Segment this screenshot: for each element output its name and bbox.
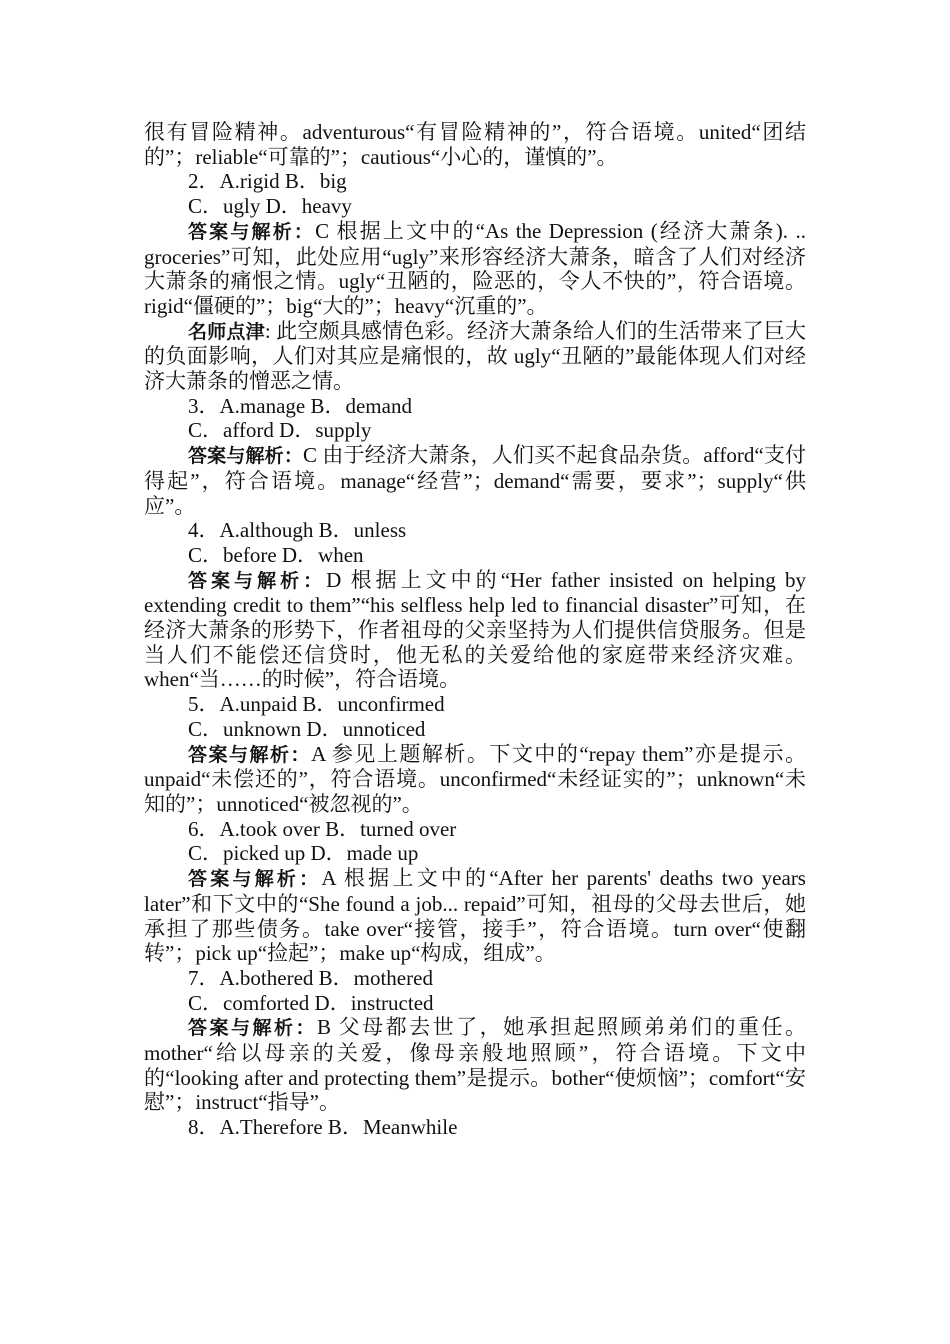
option-text: C．picked up D．made up bbox=[188, 841, 419, 866]
question-4-options-ab bbox=[144, 518, 806, 543]
question-3-options-cd bbox=[144, 418, 806, 443]
answer-text: A 根据上文中的“After her parents' deaths two years later”和下文中的“She found a job... repaid”可知，祖母的父母去世后，她承担了那些债务。take over“接管，接手”，符合语境。turn over“使翻转”；pick up“捡起”；make up“构成，组成”。 bbox=[144, 866, 806, 966]
answer-text: C 由于经济大萧条，人们买不起食品杂货。afford“支付得起”，符合语境。manage“经营”；demand“需要，要求”；supply“供应”。 bbox=[144, 443, 806, 518]
option-text: 6．A.took over B．turned over bbox=[188, 816, 457, 841]
option-text: C．ugly D．heavy bbox=[188, 194, 352, 219]
option-text: C．unknown D．unnoticed bbox=[188, 716, 426, 741]
question-2-options-cd bbox=[144, 194, 806, 219]
question-6-options-ab bbox=[144, 817, 806, 842]
option-text: 7．A.bothered B．mothered bbox=[188, 965, 433, 990]
question-2-options-ab bbox=[144, 169, 806, 194]
answer-label: 答案与解析： bbox=[188, 1017, 317, 1040]
question-3-answer bbox=[144, 443, 806, 518]
question-7-options-cd bbox=[144, 991, 806, 1016]
question-7-answer bbox=[144, 1015, 806, 1115]
paragraph-text: 很有冒险精神。adventurous“有冒险精神的”，符合语境。united“团结的”；reliable“可靠的”；cautious“小心的，谨慎的”。 bbox=[144, 120, 806, 169]
paragraph-continuation bbox=[144, 120, 806, 169]
answer-label: 答案与解析： bbox=[188, 569, 327, 592]
question-5-answer bbox=[144, 742, 806, 817]
document-body bbox=[144, 120, 806, 1140]
answer-label: 答案与解析： bbox=[188, 868, 322, 891]
question-6-options-cd bbox=[144, 841, 806, 866]
answer-label: 答案与解析： bbox=[188, 220, 316, 243]
question-2-answer bbox=[144, 219, 806, 319]
option-text: 8．A.Therefore B．Meanwhile bbox=[188, 1115, 458, 1140]
option-text: 3．A.manage B．demand bbox=[188, 393, 412, 418]
tip-label: 名师点津 bbox=[188, 320, 265, 343]
option-text: 4．A.although B．unless bbox=[188, 518, 407, 543]
option-text: C．afford D．supply bbox=[188, 418, 372, 443]
option-text: C．before D．when bbox=[188, 542, 364, 567]
question-4-options-cd bbox=[144, 543, 806, 568]
tip-text: : 此空颇具感情色彩。经济大萧条给人们的生活带来了巨大的负面影响，人们对其应是痛恨的，故 ugly“丑陋的”最能体现人们对经济大萧条的憎恶之情。 bbox=[144, 318, 806, 394]
option-text: 5．A.unpaid B．unconfirmed bbox=[188, 692, 445, 717]
teacher-tip bbox=[144, 319, 806, 394]
question-3-options-ab bbox=[144, 394, 806, 419]
question-8-options-ab bbox=[144, 1115, 806, 1140]
answer-text: C 根据上文中的“As the Depression (经济大萧条). .. groceries”可知，此处应用“ugly”来形容经济大萧条，暗含了人们对经济大萧条的痛恨之情。ugly“丑陋的，险恶的，令人不快的”，符合语境。rigid“僵硬的”；big“大的”；heavy“沉重的”。 bbox=[144, 218, 806, 318]
answer-label: 答案与解析： bbox=[188, 743, 312, 766]
answer-text: B 父母都去世了，她承担起照顾弟弟们的重任。mother“给以母亲的关爱，像母亲般地照顾”，符合语境。下文中的“looking after and protecting them”是提示。bother“使烦恼”；comfort“安慰”；instruct“指导”。 bbox=[144, 1015, 806, 1115]
question-5-options-cd bbox=[144, 717, 806, 742]
answer-text: D 根据上文中的“Her father insisted on helping by extending credit to them”“his selfless help led to financial disaster”可知，在经济大萧条的形势下，作者祖母的父亲坚持为人们提供信贷服务。但是当人们不能偿还信贷时，他无私的关爱给他的家庭带来经济灾难。when“当……的时候”，符合语境。 bbox=[144, 567, 806, 692]
question-4-answer bbox=[144, 568, 806, 693]
answer-text: A 参见上题解析。下文中的“repay them”亦是提示。unpaid“未偿还的”，符合语境。unconfirmed“未经证实的”；unknown“未知的”；unnoticed“被忽视的”。 bbox=[144, 741, 806, 816]
question-5-options-ab bbox=[144, 692, 806, 717]
question-7-options-ab bbox=[144, 966, 806, 991]
option-text: 2．A.rigid B．big bbox=[188, 169, 347, 194]
question-6-answer bbox=[144, 866, 806, 966]
option-text: C．comforted D．instructed bbox=[188, 990, 434, 1015]
answer-label: 答案与解析： bbox=[188, 445, 303, 468]
